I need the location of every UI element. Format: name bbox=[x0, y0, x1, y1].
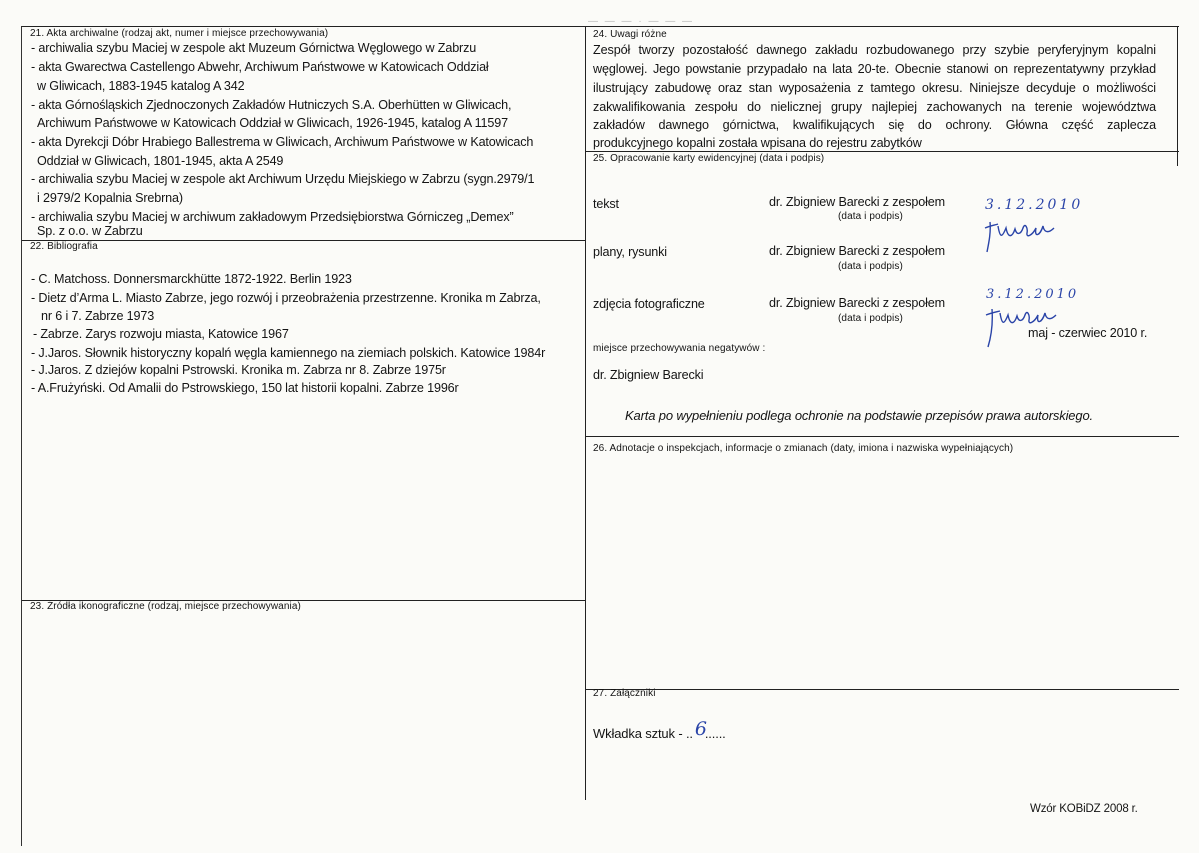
section-25-label: 25. Opracowanie karty ewidencyjnej (data i podpis) bbox=[593, 153, 825, 164]
remarks-line-6: produkcyjnego kopalni została wpisana do rejestru zabytków bbox=[593, 136, 922, 150]
prep-sub-text: (data i podpis) bbox=[838, 211, 903, 222]
handwritten-date-2: 3.12.2010 bbox=[986, 287, 1080, 302]
divider-24-25 bbox=[586, 151, 1179, 152]
prep-type-text: tekst bbox=[593, 197, 619, 211]
remarks-line-4: zakwalifikowania zespołu do nielicznej grupy najlepiej zachowanych na terenie województwa bbox=[593, 100, 1156, 114]
attachments-count: 6 bbox=[694, 718, 707, 740]
prep-type-photos: zdjęcia fotograficzne bbox=[593, 297, 705, 311]
right-edge bbox=[1177, 26, 1178, 166]
remarks-line-1: Zespół tworzy pozostałość dawnego zakładu rozbudowanego przy szybie peryferyjnym kopalni bbox=[593, 43, 1156, 57]
bibliography-line-3: nr 6 i 7. Zabrze 1973 bbox=[41, 309, 155, 323]
section-21-label: 21. Akta archiwalne (rodzaj akt, numer i miejsce przechowywania) bbox=[30, 28, 329, 39]
prep-author-photos: dr. Zbigniew Barecki z zespołem bbox=[769, 296, 945, 310]
prep-period: maj - czerwiec 2010 r. bbox=[1028, 326, 1148, 340]
bibliography-line-1: - C. Matchoss. Donnersmarckhütte 1872-1922. Berlin 1923 bbox=[31, 272, 352, 286]
negatives-label: miejsce przechowywania negatywów : bbox=[593, 343, 766, 354]
section-24-label: 24. Uwagi różne bbox=[593, 29, 667, 40]
divider-26-27 bbox=[586, 689, 1179, 690]
bibliography-line-6: - J.Jaros. Z dziejów kopalni Pstrowski. Kronika m. Zabrza nr 8. Zabrze 1975r bbox=[31, 363, 446, 377]
archive-line-11: Sp. z o.o. w Zabrzu bbox=[37, 224, 143, 238]
archive-line-8: - archiwalia szybu Maciej w zespole akt Archiwum Urzędu Miejskiego w Zabrzu (sygn.2979/1 bbox=[31, 172, 535, 186]
divider-25-26 bbox=[586, 436, 1179, 437]
prep-sub-photos: (data i podpis) bbox=[838, 313, 903, 324]
remarks-line-2: węglowej. Jego powstanie przypadało na lata 20-te. Obecnie stanowi on reprezentatywny przykład bbox=[593, 62, 1156, 76]
column-divider bbox=[585, 27, 586, 800]
section-27-label: 27. Załączniki bbox=[593, 688, 656, 699]
bibliography-line-7: - A.Frużyński. Od Amalii do Pstrowskiego, 150 lat historii kopalni. Zabrze 1996r bbox=[31, 381, 459, 395]
archive-line-2: - akta Gwarectwa Castellengo Abwehr, Archiwum Państwowe w Katowicach Oddział bbox=[31, 60, 489, 74]
remarks-line-5: zakładów dawnego górnictwa, kwalifikujących się do ochrony. Główna część zaplecza bbox=[593, 118, 1156, 132]
section-26-label: 26. Adnotacje o inspekcjach, informacje o zmianach (daty, imiona i nazwiska wypełniających) bbox=[593, 443, 1014, 454]
bibliography-line-2: - Dietz d’Arma L. Miasto Zabrze, jego rozwój i przeobrażenia przestrzenne. Kronika m Zabrza, bbox=[31, 291, 541, 305]
attachments-text: Wkładka sztuk - .. bbox=[593, 726, 693, 741]
archive-line-3: w Gliwicach, 1883-1945 katalog A 342 bbox=[37, 79, 245, 93]
section-23-label: 23. Źródła ikonograficzne (rodzaj, miejsce przechowywania) bbox=[30, 601, 301, 612]
section-22-label: 22. Bibliografia bbox=[30, 241, 98, 252]
archive-line-9: i 2979/2 Kopalnia Srebrna) bbox=[37, 191, 183, 205]
prep-author-text: dr. Zbigniew Barecki z zespołem bbox=[769, 195, 945, 209]
copyright-note: Karta po wypełnieniu podlega ochronie na podstawie przepisów prawa autorskiego. bbox=[625, 408, 1094, 423]
attachments-line bbox=[593, 718, 726, 743]
archive-line-6: - akta Dyrekcji Dóbr Hrabiego Ballestrema w Gliwicach, Archiwum Państwowe w Katowicach bbox=[31, 135, 534, 149]
attachments-dots: ...... bbox=[704, 726, 726, 741]
archive-line-10: - archiwalia szybu Maciej w archiwum zakładowym Przedsiębiorstwa Górniczeg „Demex” bbox=[31, 210, 514, 224]
form-footer: Wzór KOBiDZ 2008 r. bbox=[1030, 803, 1138, 815]
margin-marks: — — — · — — — bbox=[588, 16, 694, 27]
divider-21-22 bbox=[22, 240, 586, 241]
archive-line-4: - akta Górnośląskich Zjednoczonych Zakładów Hutniczych S.A. Oberhütten w Gliwicach, bbox=[31, 98, 512, 112]
prep-author-drawings: dr. Zbigniew Barecki z zespołem bbox=[769, 244, 945, 258]
prep-sub-drawings: (data i podpis) bbox=[838, 261, 903, 272]
prep-type-drawings: plany, rysunki bbox=[593, 245, 667, 259]
negatives-value: dr. Zbigniew Barecki bbox=[593, 368, 704, 382]
archive-line-5: Archiwum Państwowe w Katowicach Oddział w Gliwicach, 1926-1945, katalog A 11597 bbox=[37, 116, 508, 130]
handwritten-date-1: 3.12.2010 bbox=[985, 197, 1084, 213]
archive-line-7: Oddział w Gliwicach, 1801-1945, akta A 2549 bbox=[37, 154, 284, 168]
bibliography-line-4: - Zabrze. Zarys rozwoju miasta, Katowice 1967 bbox=[33, 327, 289, 341]
bibliography-line-5: - J.Jaros. Słownik historyczny kopalń węgla kamiennego na ziemiach polskich. Katowice 1984r bbox=[31, 346, 546, 360]
archive-line-1: - archiwalia szybu Maciej w zespole akt Muzeum Górnictwa Węglowego w Zabrzu bbox=[31, 41, 477, 55]
remarks-line-3: ilustrujący zabudowę oraz stan wyposażenia z tamtego okresu. Niniejsze decyduje o możliwości bbox=[593, 81, 1156, 95]
signature-1 bbox=[982, 218, 1072, 254]
